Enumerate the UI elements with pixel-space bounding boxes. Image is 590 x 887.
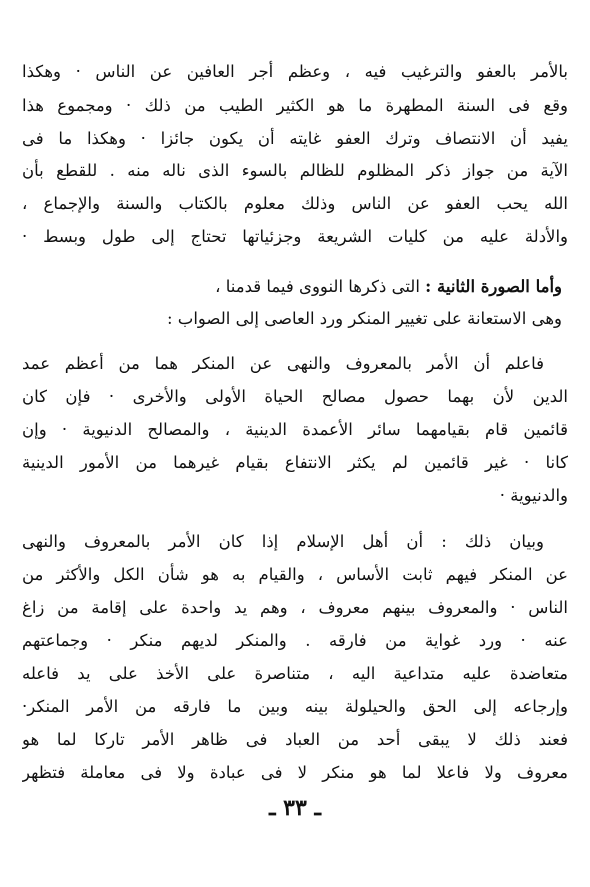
- text-line: متعاضدة عليه متداعية اليه ، متناصرة على الأخذ على يد فاعله: [22, 664, 568, 683]
- text-line: الآية من جواز ذكر المظلوم للظالم بالسوء الذى ناله منه . للقطع بأن: [22, 161, 568, 180]
- text-line: قائمين قام بقيامهما سائر الأعمدة الدينية ، والمصالح الدنيوية · وإن: [22, 420, 568, 439]
- section-heading-rest: التى ذكرها النووى فيما قدمنا ،: [215, 277, 426, 296]
- text-line: عن المنكر فيهم ثابت الأساس ، والقيام به هو شأن الكل والأكثر من: [22, 565, 568, 584]
- text-line: بالأمر بالعفو والترغيب فيه ، وعظم أجر العافين عن الناس · وهكذا: [22, 62, 568, 81]
- text-line: فعند ذلك لا يبقى أحد من العباد فى ظاهر الأمر تاركا لما هو: [22, 730, 568, 749]
- text-line: فاعلم أن الأمر بالمعروف والنهى عن المنكر هما من أعظم عمد: [22, 354, 544, 373]
- text-line: عنه · ورد غواية من فارقه . والمنكر لديهم منكر · وجماعتهم: [22, 631, 568, 650]
- text-line: الناس · والمعروف بينهم معروف ، وهم يد واحدة على إقامة من زاغ: [22, 598, 568, 617]
- section-heading-line: [22, 270, 562, 304]
- text-line: الله يحب العفو عن الناس وذلك معلوم بالكتاب والسنة والإجماع ،: [22, 194, 568, 213]
- page-number: ـ ٣٣ ـ: [269, 795, 321, 821]
- text-line: الدين لأن بهما حصول مصالح الحياة الأولى والأخرى · فإن كان: [22, 387, 568, 406]
- text-line: وقع فى السنة المطهرة ما هو الكثير الطيب من ذلك · ومجموع هذا: [22, 96, 568, 115]
- text-line: والدنيوية ·: [499, 486, 568, 505]
- text-line: كانا · غير قائمين لم يكثر الانتفاع بقيام غيرهما من الأمور الدينية: [22, 453, 568, 472]
- text-line: وإرجاعه إلى الحق والحيلولة بينه وبين ما فارقه من الأمر المنكر·: [22, 697, 568, 716]
- text-line: وهى الاستعانة على تغيير المنكر ورد العاصى إلى الصواب :: [166, 309, 562, 328]
- document-page: [22, 0, 568, 887]
- text-line: والأدلة عليه من كليات الشريعة وجزئياتها تحتاج إلى طول وبسط ·: [22, 227, 568, 246]
- text-line: معروف ولا فاعلا لما هو منكر لا فى عبادة ولا فى معاملة فتظهر: [22, 763, 568, 782]
- text-line: وبيان ذلك : أن أهل الإسلام إذا كان الأمر بالمعروف والنهى: [22, 532, 544, 551]
- section-heading: وأما الصورة الثانية :: [425, 277, 562, 296]
- text-line: يفيد أن الانتصاف وترك العفو غايته أن يكون جائزا · وهكذا ما فى: [22, 129, 568, 148]
